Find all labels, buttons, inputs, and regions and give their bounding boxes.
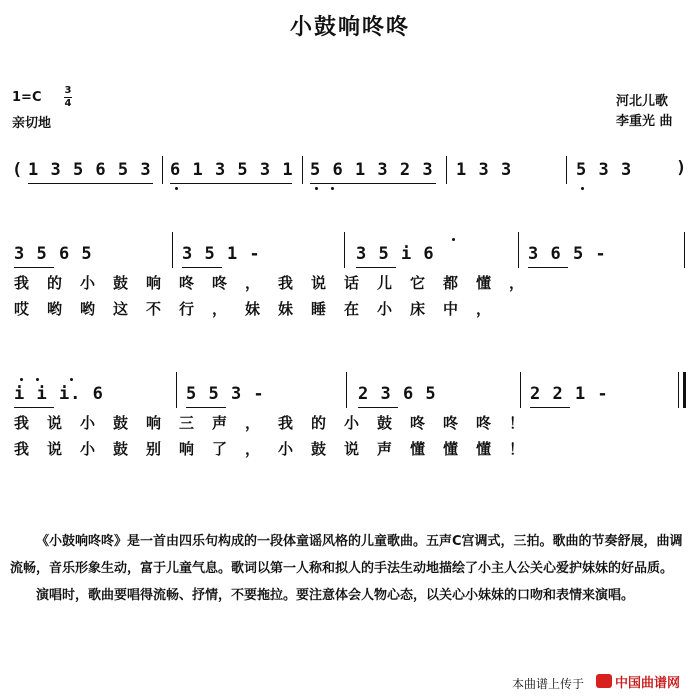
measure: 5 5 3 - (186, 384, 265, 404)
measure: 3 5 1 - (182, 244, 261, 264)
measure: 2 3 6 5 (358, 384, 437, 404)
measure: 2 2 1 - (530, 384, 609, 404)
measure: 3 6 5 - (528, 244, 607, 264)
lyric-line-1: 我说小鼓响三声，我的小鼓咚咚咚！ (14, 414, 543, 432)
intro-measure: 5 6 1 3 2 3 (310, 160, 434, 180)
tempo-mood: 亲切地 (12, 116, 52, 131)
upload-note: 本曲谱上传于 (512, 677, 585, 691)
song-description (10, 528, 690, 609)
measure: 3 5 i 6 (356, 244, 435, 264)
page-title: 小鼓响咚咚 (289, 15, 410, 40)
time-top: 3 (64, 85, 72, 96)
time-signature (64, 86, 72, 109)
song-source: 河北儿歌 (616, 94, 669, 109)
intro-close-paren: ) (676, 158, 688, 178)
measure: 3 5 6 5 (14, 244, 93, 264)
lyric-line-2: 我说小鼓别响了，小鼓说声懂懂懂！ (14, 440, 543, 458)
lyric-line-1: 我的小鼓响咚咚，我说话儿它都懂， (14, 274, 543, 292)
site-name: 中国曲谱网 (615, 675, 681, 691)
description-paragraph: 演唱时，歌曲要唱得流畅、抒情，不要拖拉。要注意体会人物心态，以关心小妹妹的口吻和表情来演唱。 (36, 588, 635, 603)
intro-measure: 5 3 3 (576, 160, 633, 180)
intro-measure: 1 3 5 6 5 3 (28, 160, 152, 180)
site-logo[interactable] (596, 672, 694, 690)
intro-open-paren: ( (12, 160, 24, 180)
description-paragraph: 《小鼓响咚咚》是一首由四乐句构成的一段体童谣风格的儿童歌曲。五声C宫调式，三拍。歌曲的节奏舒展，曲调流畅，音乐形象生动，富于儿童气息。歌词以第一人称和拟人的手法生动地描绘了小主人公关心爱护妹妹的好品质。 (10, 534, 683, 576)
intro-measure: 1 3 3 (456, 160, 513, 180)
composer: 李重光 曲 (616, 114, 673, 129)
intro-measure: 6 1 3 5 3 1 (170, 160, 294, 180)
lyric-line-2: 哎哟哟这不行，妹妹睡在小床中， (14, 300, 510, 318)
logo-icon (596, 674, 612, 688)
measure: i i i. 6 (14, 384, 104, 404)
key-signature: 1=C (12, 90, 42, 105)
time-bottom: 4 (64, 98, 72, 109)
